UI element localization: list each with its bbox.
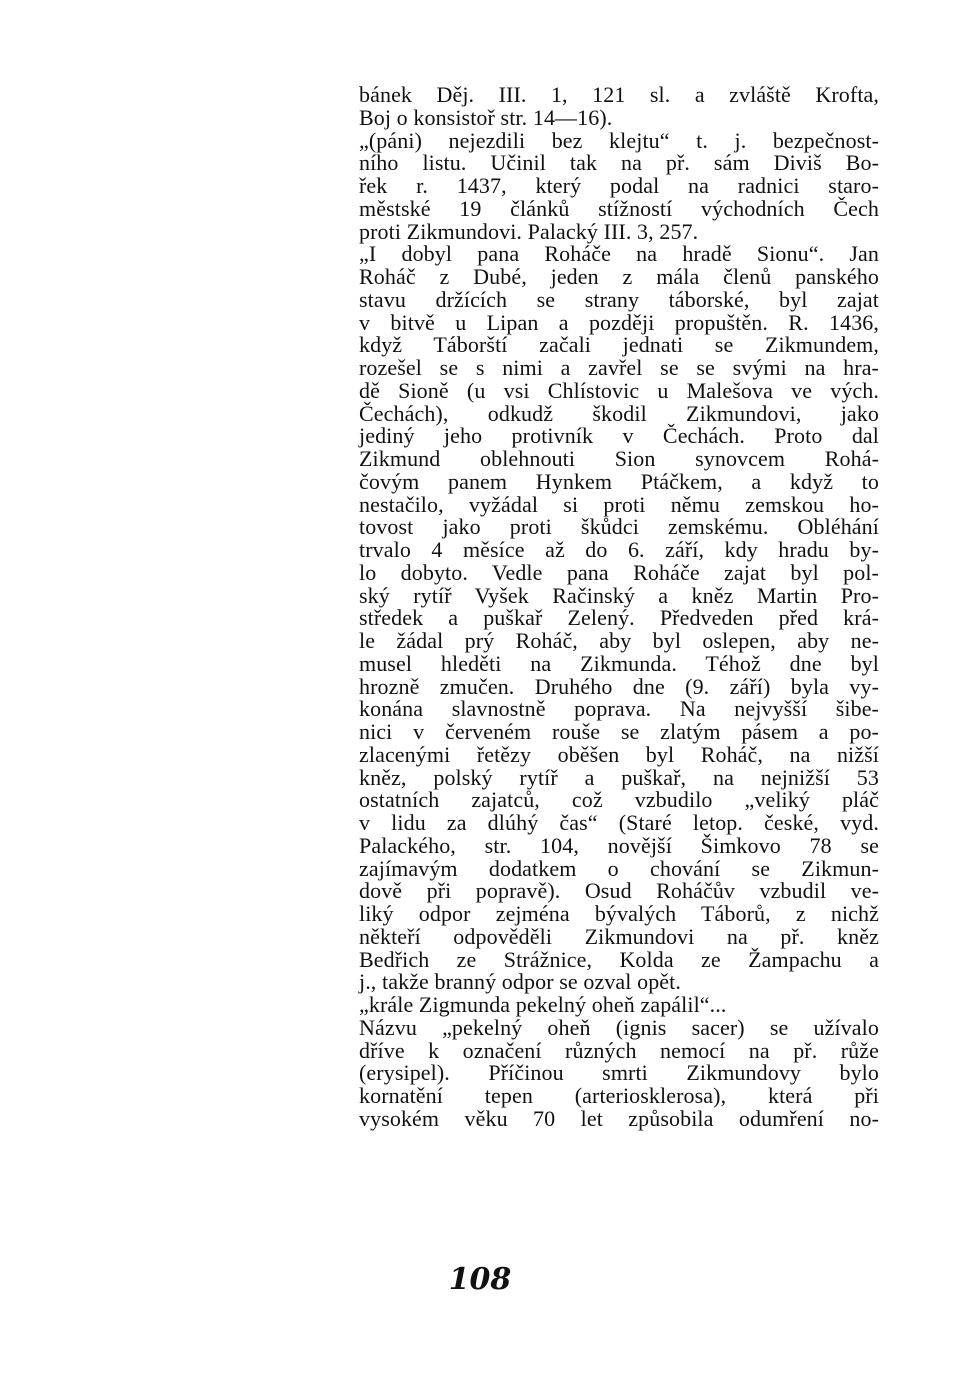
text-line: konána slavnostně poprava. Na nejvyšší šibe- [359,696,879,722]
text-line: bánek Děj. III. 1, 121 sl. a zvláště Krofta, [359,82,879,107]
text-line: Názvu „pekelný oheň (ignis sacer) se užívalo [359,1014,879,1040]
text-line: proti Zikmundovi. Palacký III. 3, 257. [359,218,699,244]
text-line: „(páni) nejezdili bez klejtu“ t. j. bezpečnost- [359,127,879,153]
text-line: nestačilo, vyžádal si proti němu zemskou ho- [359,491,879,517]
text-line: jediný jeho protivník v Čechách. Proto dal [359,423,879,449]
text-line: zajímavým dodatkem o chování se Zikmun- [359,855,879,881]
text-line: ostatních zajatců, což vzbudilo „veliký pláč [359,787,879,813]
text-line: rozešel se s nimi a zavřel se se svými na hra- [359,355,879,380]
text-line: ního listu. Učinil tak na př. sám Diviš Bo- [359,150,879,176]
text-line: kněz, polský rytíř a puškař, na nejnižší 53 [359,764,879,790]
text-line: čovým panem Hynkem Ptáčkem, a když to [359,468,879,494]
text-line: když Táborští začali jednati se Zikmundem, [359,332,879,358]
text-line: musel hleděti na Zikmunda. Téhož dne byl [359,650,879,676]
text-line: le žádal prý Roháč, aby byl oslepen, aby ne- [359,628,879,653]
text-line: liký odpor zejména bývalých Táborů, z nichž [359,901,879,926]
page-number: 108 [448,1262,512,1297]
text-line: kornatění tepen (arteriosklerosa), která při [359,1083,879,1108]
text-line: Čechách), odkudž škodil Zikmundovi, jako [359,400,879,426]
text-line: Roháč z Dubé, jeden z mála členů panského [359,264,879,289]
text-line: zlacenými řetězy oběšen byl Roháč, na nižší [359,741,879,767]
text-line: Zikmund oblehnouti Sion synovcem Rohá- [359,446,879,471]
text-line: v lidu za dlúhý čas“ (Staré letop. české, vyd. [359,810,879,835]
text-line: lo dobyto. Vedle pana Roháče zajat byl pol- [359,559,879,585]
text-line: v bitvě u Lipan a později propuštěn. R. 1436, [359,309,879,335]
notes-text-block [359,84,879,1131]
text-line: středek a puškař Zelený. Předveden před krá- [359,605,879,631]
text-line: nici v červeném rouše se zlatým pásem a po- [359,719,879,744]
text-line: vysokém věku 70 let způsobila odumření no- [359,1105,879,1131]
text-line: někteří odpověděli Zikmundovi na př. kněz [359,923,879,949]
text-line: řek r. 1437, který podal na radnici staro- [359,173,879,198]
text-line: tovost jako proti škůdci zemskému. Obléhání [359,514,879,540]
text-line: „krále Zigmunda pekelný oheň zapálil“... [359,992,727,1017]
text-line: Bedřich ze Strážnice, Kolda ze Žampachu a [359,946,879,972]
text-line: dříve k označení různých nemocí na př. růže [359,1037,879,1063]
text-line: městské 19 článků stížností východních Čech [359,195,879,221]
text-line: dově při popravě). Osud Roháčův vzbudil ve- [359,878,879,904]
text-line: j., takže branný odpor se ozval opět. [359,969,681,995]
text-line: ský rytíř Vyšek Račinský a kněz Martin Pro- [359,582,879,608]
text-line: dě Sioně (u vsi Chlístovic u Malešova ve vých. [359,377,879,403]
text-line: Boj o konsistoř str. 14—16). [359,104,613,130]
text-line: (erysipel). Příčinou smrti Zikmundovy bylo [359,1060,879,1086]
text-line: „I dobyl pana Roháče na hradě Sionu“. Jan [359,241,879,267]
text-line: stavu držících se strany táborské, byl zajat [359,286,879,312]
text-line: trvalo 4 měsíce až do 6. září, kdy hradu by- [359,537,879,562]
text-line: Palackého, str. 104, novější Šimkovo 78 se [359,832,879,858]
text-line: hrozně zmučen. Druhého dne (9. září) byla vy- [359,673,879,699]
